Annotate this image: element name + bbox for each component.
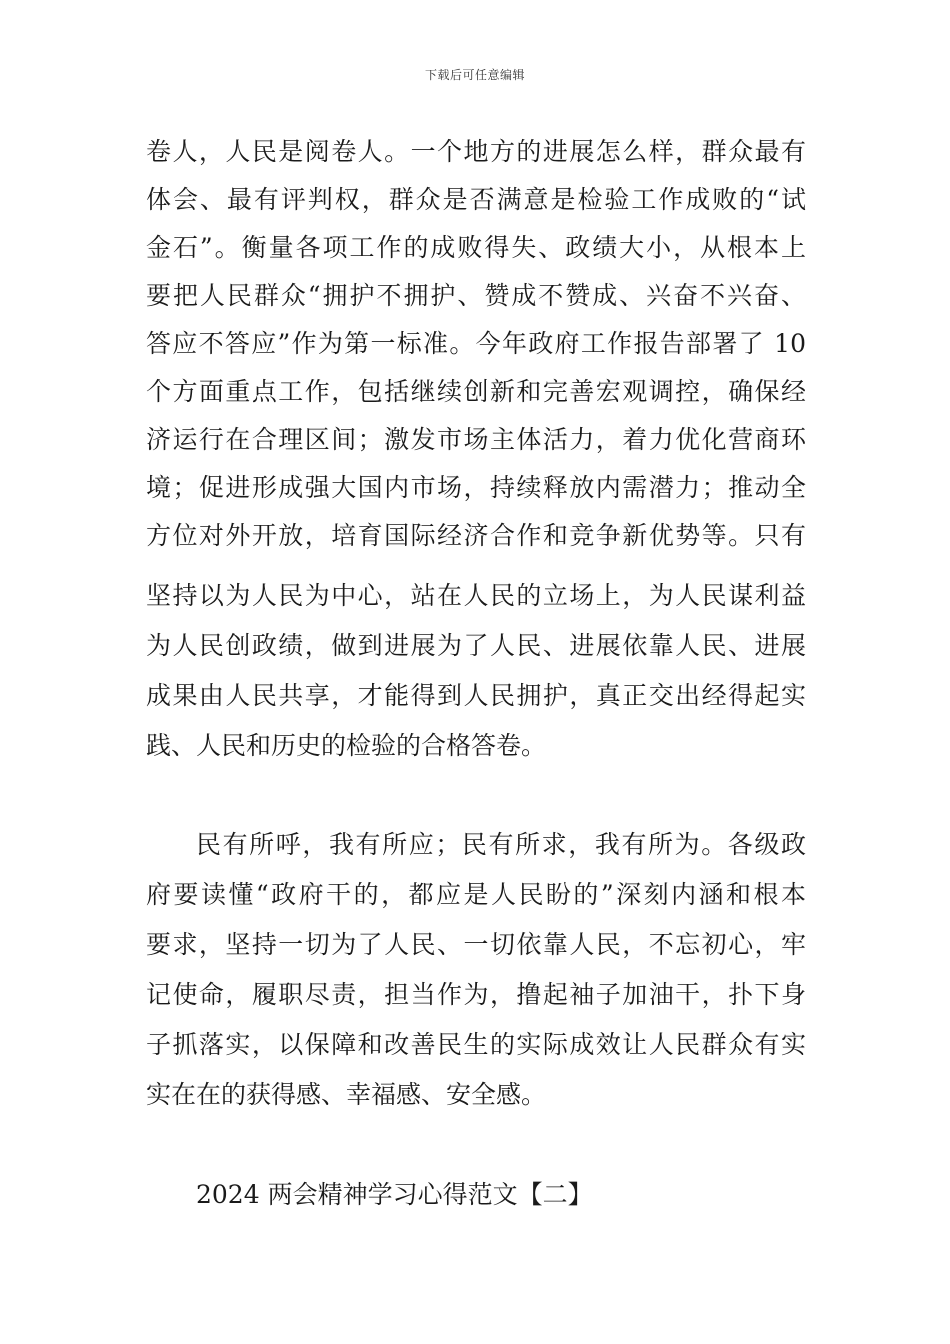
- text-line: 个方面重点工作，包括继续创新和完善宏观调控，确保经: [146, 377, 806, 406]
- text-line: 实在在的获得感、幸福感、安全感。: [146, 1080, 547, 1109]
- text-line: 答应不答应”作为第一标准。今年政府工作报告部署了 10: [146, 329, 806, 358]
- text-line: 金石”。衡量各项工作的成败得失、政绩大小，从根本上: [146, 233, 806, 262]
- text-line: 济运行在合理区间；激发市场主体活力，着力优化营商环: [146, 425, 806, 454]
- page-header-note: 下载后可任意编辑: [424, 68, 525, 82]
- text-line: 府要读懂“政府干的，都应是人民盼的”深刻内涵和根本: [146, 880, 806, 909]
- text-line: 境；促进形成强大国内市场，持续释放内需潜力；推动全: [146, 473, 806, 502]
- text-line: 记使命，履职尽责，担当作为，撸起袖子加油干，扑下身: [146, 980, 806, 1009]
- text-line: 方位对外开放，培育国际经济合作和竞争新优势等。只有: [146, 521, 806, 550]
- text-line: 要求，坚持一切为了人民、一切依靠人民，不忘初心，牢: [146, 930, 806, 959]
- text-line: 要把人民群众“拥护不拥护、赞成不赞成、兴奋不兴奋、: [146, 281, 806, 310]
- text-line: 成果由人民共享，才能得到人民拥护，真正交出经得起实: [146, 681, 806, 710]
- text-line: 卷人，人民是阅卷人。一个地方的进展怎么样，群众最有: [146, 137, 806, 166]
- text-line: 子抓落实，以保障和改善民生的实际成效让人民群众有实: [146, 1030, 806, 1059]
- text-line: 坚持以为人民为中心，站在人民的立场上，为人民谋利益: [146, 581, 806, 610]
- text-line: 民有所呼，我有所应；民有所求，我有所为。各级政: [196, 830, 806, 859]
- text-line: 践、人民和历史的检验的合格答卷。: [146, 731, 547, 760]
- text-line: 体会、最有评判权，群众是否满意是检验工作成败的“试: [146, 185, 806, 214]
- section-heading: 2024 两会精神学习心得范文【二】: [196, 1180, 593, 1209]
- text-line: 为人民创政绩，做到进展为了人民、进展依靠人民、进展: [146, 631, 806, 660]
